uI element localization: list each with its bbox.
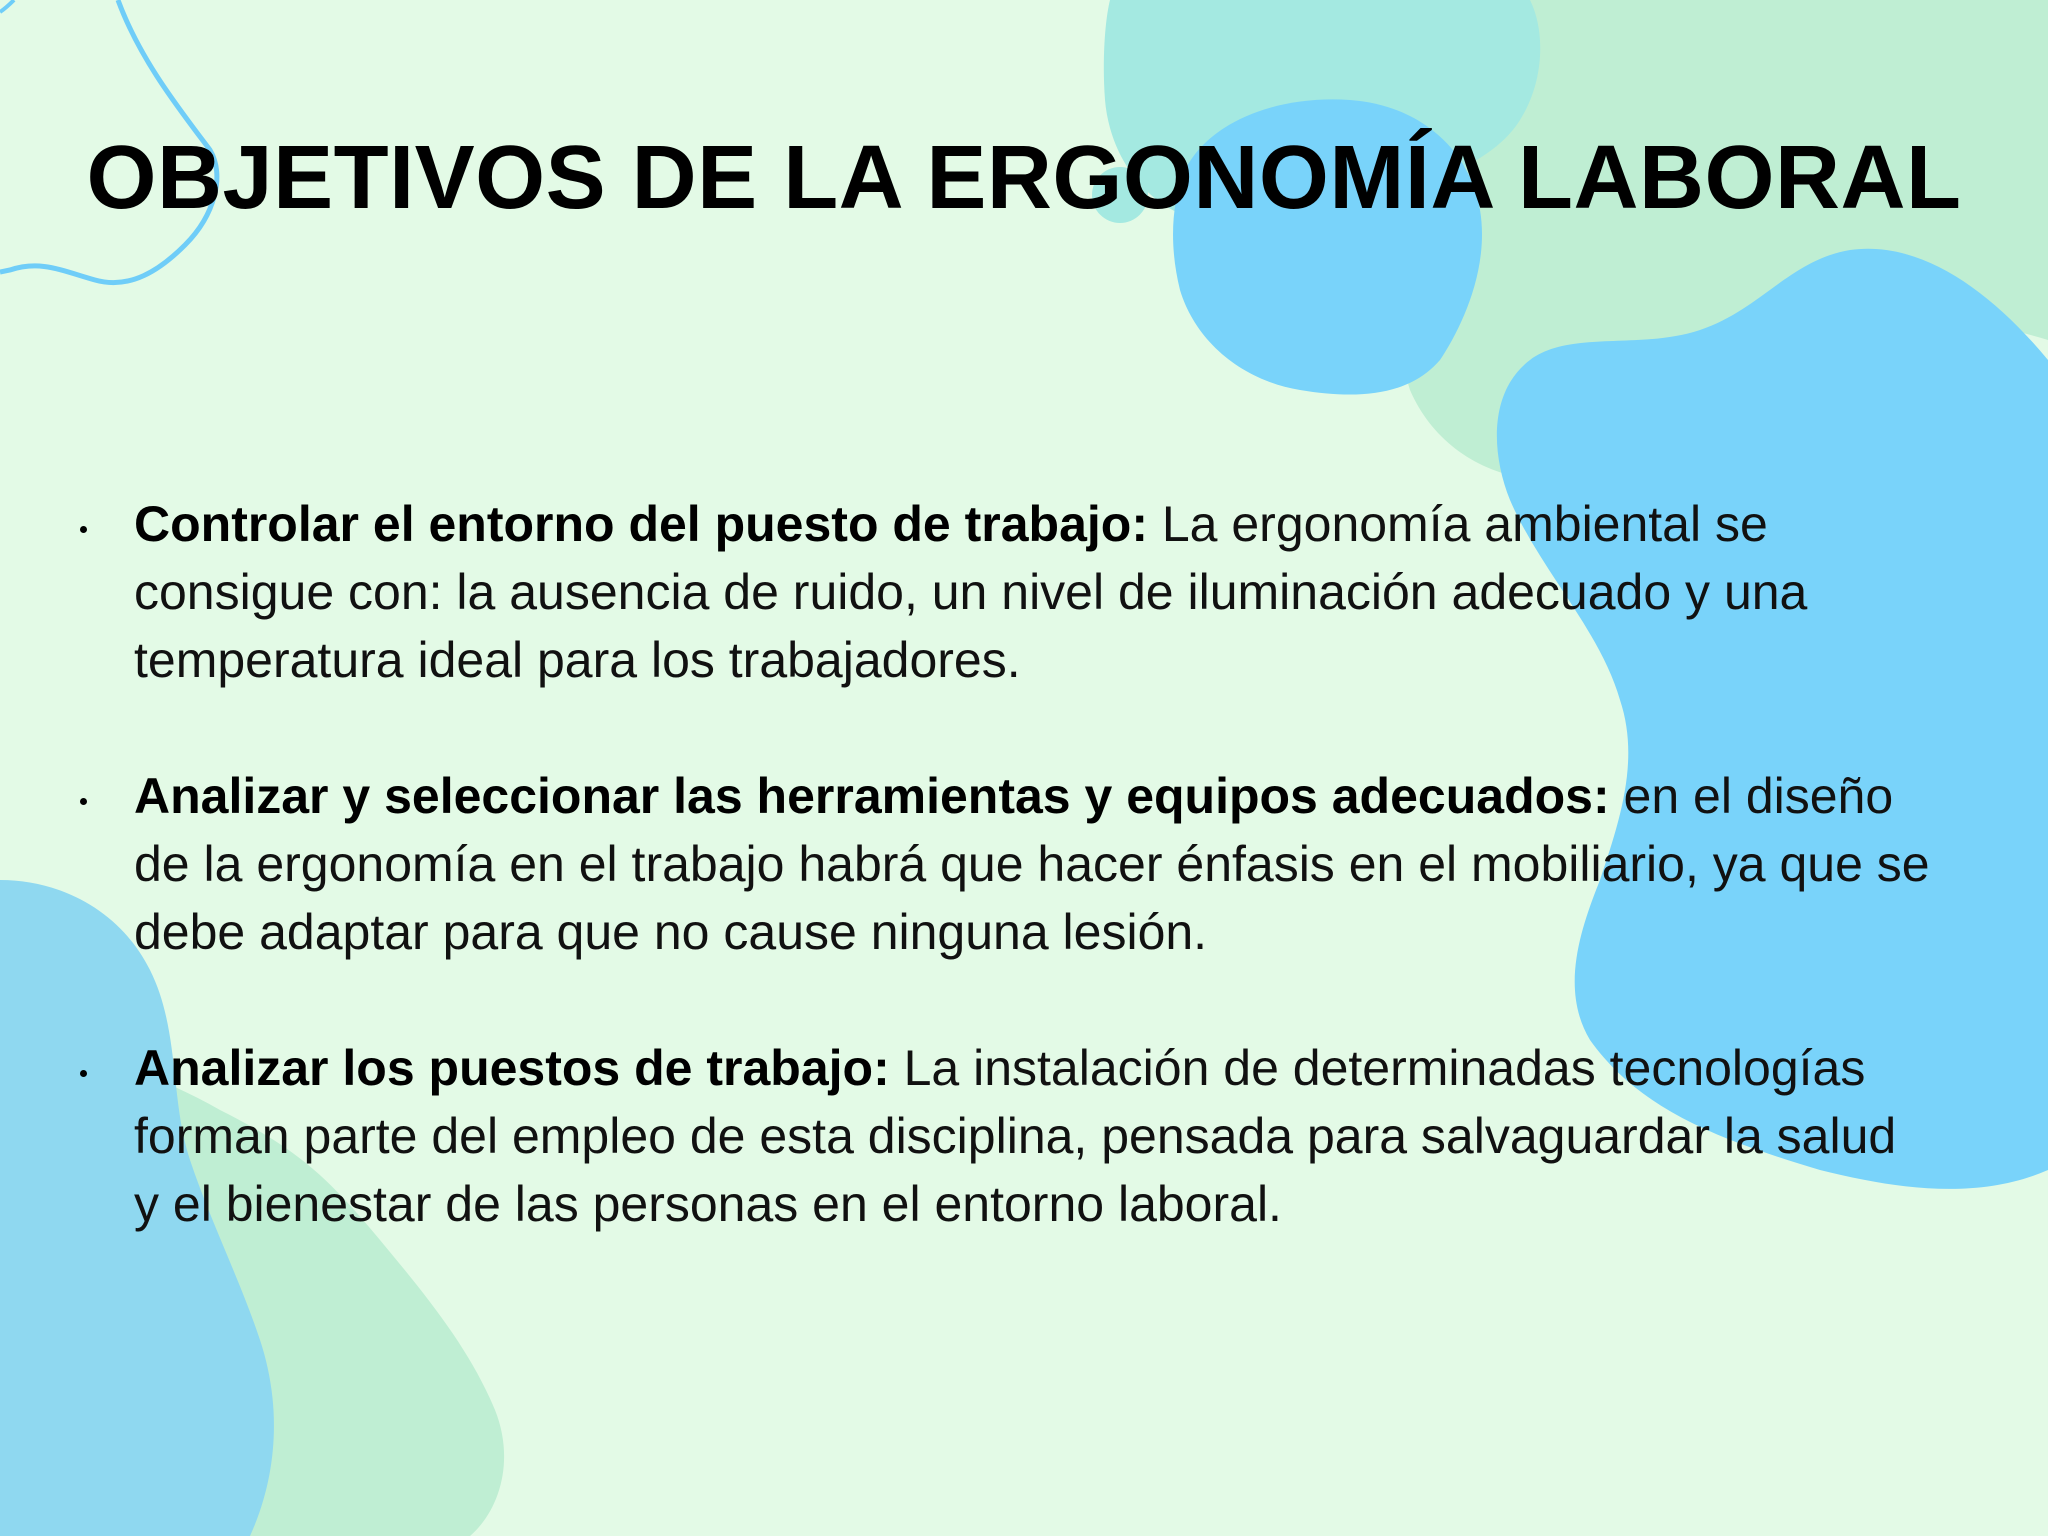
bullet-dot-icon: [80, 798, 87, 805]
bullet-dot-icon: [80, 1070, 87, 1077]
bullet-paragraph: [134, 762, 1934, 966]
bullet-paragraph: [134, 490, 1934, 694]
slide-title: OBJETIVOS DE LA ERGONOMÍA LABORAL: [86, 128, 1962, 228]
bullet-heading: Analizar los puestos de trabajo:: [134, 1040, 890, 1096]
bullet-dot-icon: [80, 526, 87, 533]
bullet-paragraph: [134, 1034, 1934, 1238]
bullet-body: en el diseño de la ergonomía en el trabajo habrá que hacer énfasis en el mobiliario, ya que se debe adaptar para que no cause ninguna lesión.: [134, 768, 1930, 960]
bullet-body: La ergonomía ambiental se consigue con: la ausencia de ruido, un nivel de iluminación adecuado y una temperatura ideal para los trabajadores.: [134, 496, 1808, 688]
bullet-body: La instalación de determinadas tecnologías forman parte del empleo de esta disciplina, pensada para salvaguardar la salud y el bienestar de las personas en el entorno laboral.: [134, 1040, 1897, 1232]
bullet-heading: Controlar el entorno del puesto de trabajo:: [134, 496, 1148, 552]
bullet-heading: Analizar y seleccionar las herramientas y equipos adecuados:: [134, 768, 1610, 824]
